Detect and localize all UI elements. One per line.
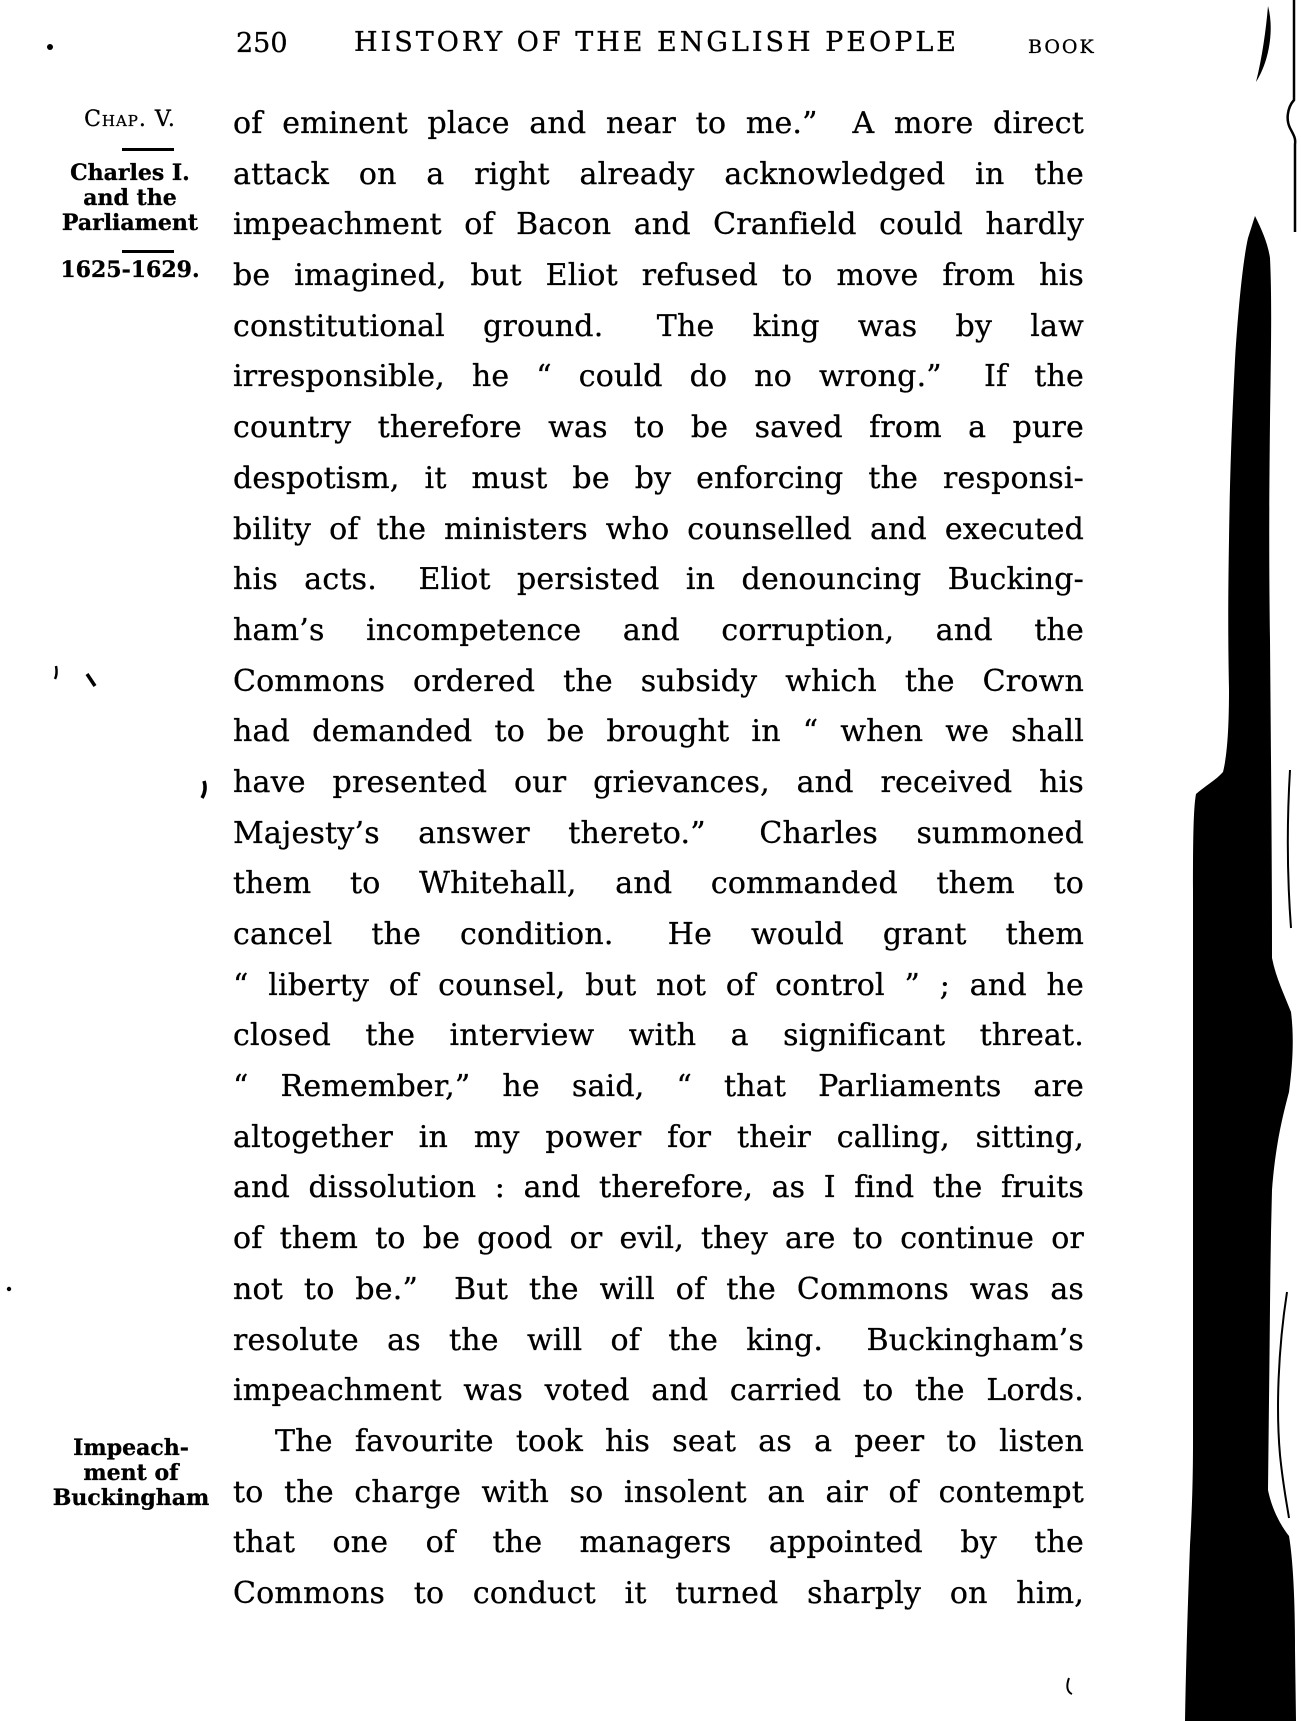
body-line: of eminent place and near to me.” A more direct: [233, 106, 1084, 141]
body-line: that one of the managers appointed by the: [233, 1525, 1084, 1561]
ink-speck: [202, 781, 205, 798]
scan-edge-line-top: [1288, 0, 1296, 232]
body-line: “ Remember,” he said, “ that Parliaments are: [233, 1069, 1084, 1105]
body-line: attack on a right already acknowledged in the: [233, 156, 1084, 192]
body-line: not to be.” But the will of the Commons was as: [233, 1271, 1084, 1307]
margin-note-line: and the: [83, 185, 177, 211]
body-line: to the charge with so insolent an air of contempt: [233, 1474, 1084, 1510]
body-line: bility of the ministers who counselled and executed: [233, 511, 1084, 547]
page-number: 250: [236, 28, 288, 59]
margin-note-line: Buckingham: [52, 1485, 210, 1511]
margin-note-charles: [42, 161, 218, 236]
body-text: [233, 99, 1084, 1620]
margin-note-impeachment: [40, 1436, 222, 1511]
body-line: his acts. Eliot persisted in denouncing Bucking-: [233, 562, 1084, 598]
body-line: altogether in my power for their calling, sitting,: [233, 1119, 1084, 1155]
body-line: cancel the condition. He would grant them: [233, 917, 1084, 952]
scan-edge-line-low: [1278, 1292, 1289, 1518]
body-line: country therefore was to be saved from a pure: [233, 410, 1084, 446]
margin-dates: 1625-1629.: [60, 257, 200, 283]
body-line: impeachment of Bacon and Cranfield could hardly: [233, 207, 1084, 243]
body-line: Commons ordered the subsidy which the Crown: [233, 663, 1084, 699]
body-line: “ liberty of counsel, but not of control ” ; and he: [233, 967, 1084, 1003]
body-line: them to Whitehall, and commanded them to: [233, 866, 1084, 902]
margin-rule: [122, 148, 174, 151]
body-line: resolute as the will of the king. Buckingham’s: [233, 1322, 1084, 1358]
body-line: despotism, it must be by enforcing the responsi-: [233, 460, 1084, 496]
body-line: The favourite took his seat as a peer to listen: [275, 1423, 1084, 1459]
ink-speck: [7, 1287, 11, 1291]
body-line: be imagined, but Eliot refused to move from his: [233, 258, 1084, 294]
margin-chapter: Chap. V.: [84, 107, 176, 132]
scan-edge-line-mid: [1288, 770, 1291, 928]
body-line: ham’s incompetence and corruption, and the: [233, 612, 1084, 648]
ink-speck: [87, 674, 95, 686]
body-line: have presented our grievances, and received his: [233, 764, 1084, 800]
body-line: impeachment was voted and carried to the Lords.: [233, 1373, 1084, 1409]
ink-speck: [55, 666, 57, 679]
margin-note-line: Parliament: [61, 210, 199, 236]
running-title: HISTORY OF THE ENGLISH PEOPLE: [354, 27, 959, 58]
body-line: irresponsible, he “ could do no wrong.” If the: [233, 359, 1084, 395]
ink-speck: [1067, 1678, 1072, 1694]
margin-note-line: Impeach-: [73, 1435, 189, 1461]
margin-rule: [122, 250, 174, 253]
body-line: closed the interview with a significant threat.: [233, 1018, 1084, 1054]
margin-note-line: Charles I.: [70, 160, 190, 186]
margin-note-line: ment of: [83, 1460, 179, 1486]
scan-stroke-top: [1256, 6, 1271, 82]
book-label: BOOK: [1028, 36, 1096, 58]
body-line: had demanded to be brought in “ when we shall: [233, 714, 1084, 750]
body-line: and dissolution : and therefore, as I find the fruits: [233, 1170, 1084, 1206]
ink-speck: [47, 44, 53, 50]
body-line: constitutional ground. The king was by law: [233, 308, 1084, 344]
body-line: Majesty’s answer thereto.” Charles summoned: [233, 815, 1084, 851]
body-line: Commons to conduct it turned sharply on him,: [233, 1575, 1084, 1611]
body-line: of them to be good or evil, they are to continue or: [233, 1221, 1084, 1257]
scan-shadow-band: [1185, 216, 1296, 1721]
